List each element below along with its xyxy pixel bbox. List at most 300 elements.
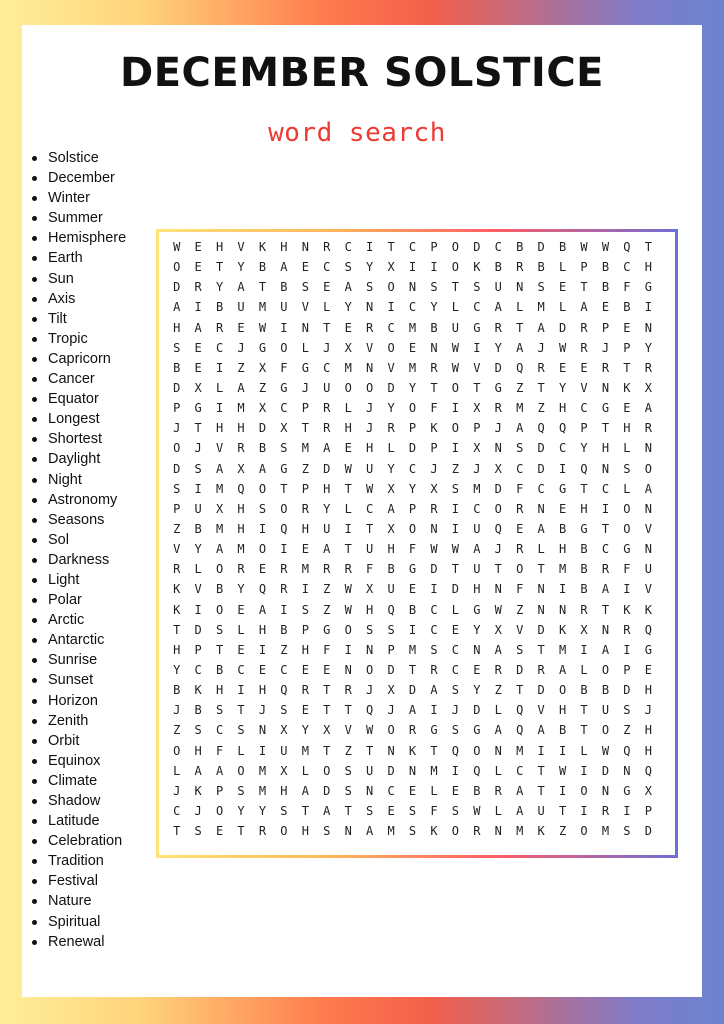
grid-letter: J — [601, 340, 610, 355]
grid-letter: H — [173, 320, 181, 335]
grid-letter: O — [473, 743, 481, 758]
grid-letter: G — [580, 521, 588, 536]
word-list-item — [30, 550, 126, 570]
word-label: Solstice — [48, 150, 99, 166]
grid-letter: M — [237, 401, 245, 416]
grid-letter: Y — [494, 340, 502, 355]
grid-letter: S — [623, 461, 631, 476]
grid-letter: Q — [644, 622, 652, 637]
word-list-item — [30, 771, 126, 791]
grid-letter: C — [323, 360, 331, 375]
grid-letter: D — [173, 461, 181, 476]
grid-letter: O — [173, 743, 181, 758]
grid-letter: N — [537, 602, 545, 617]
grid-letter: R — [580, 340, 588, 355]
grid-letter: C — [516, 461, 524, 476]
grid-letter: L — [387, 441, 395, 456]
grid-letter: I — [215, 360, 224, 375]
grid-letter: M — [516, 401, 524, 416]
grid-letter: Y — [387, 401, 395, 416]
grid-letter: J — [237, 340, 245, 355]
word-list-item — [30, 409, 126, 429]
grid-letter: B — [387, 562, 395, 577]
grid-letter: C — [387, 783, 395, 798]
grid-letter: O — [516, 562, 524, 577]
word-list-item — [30, 208, 126, 228]
grid-letter: X — [580, 622, 588, 637]
grid-letter: Q — [387, 602, 395, 617]
grid-letter: F — [516, 481, 524, 496]
grid-letter: C — [623, 260, 631, 275]
grid-letter: P — [580, 421, 588, 436]
grid-letter: Q — [494, 521, 502, 536]
word-list-item — [30, 610, 126, 630]
grid-letter: N — [344, 662, 352, 677]
grid-letter: E — [387, 803, 395, 818]
grid-letter: A — [537, 521, 545, 536]
grid-letter: T — [387, 240, 395, 254]
word-label: Arctic — [48, 612, 85, 629]
grid-letter: L — [558, 260, 567, 275]
grid-letter: T — [537, 642, 545, 657]
grid-letter: N — [473, 642, 481, 657]
grid-letter: H — [237, 421, 245, 436]
grid-letter: Z — [451, 461, 460, 476]
grid-letter: O — [451, 380, 460, 395]
grid-letter: R — [344, 562, 352, 577]
grid-letter: W — [366, 481, 374, 496]
grid-letter: P — [430, 441, 438, 456]
bullet-icon — [32, 638, 37, 643]
grid-letter: O — [258, 481, 267, 496]
grid-letter: L — [558, 300, 567, 315]
grid-letter: T — [580, 703, 588, 718]
bullet-icon — [32, 859, 37, 864]
grid-letter: C — [173, 803, 181, 818]
grid-letter: T — [516, 320, 524, 335]
grid-letter: Y — [323, 501, 331, 516]
grid-letter: L — [451, 602, 460, 617]
grid-letter: T — [323, 743, 331, 758]
grid-letter: M — [258, 783, 267, 798]
grid-letter: X — [258, 360, 267, 375]
grid-letter: R — [237, 562, 245, 577]
grid-letter: J — [194, 803, 202, 818]
grid-letter: O — [323, 763, 331, 778]
grid-letter: T — [558, 803, 567, 818]
grid-letter: B — [516, 240, 524, 254]
word-label: Polar — [48, 592, 82, 609]
bullet-icon — [32, 156, 37, 161]
grid-letter: J — [173, 703, 181, 718]
grid-letter: W — [451, 340, 460, 355]
grid-letter: V — [237, 240, 245, 254]
grid-letter: S — [280, 703, 288, 718]
grid-letter: C — [408, 300, 417, 315]
grid-letter: T — [601, 602, 610, 617]
grid-letter: J — [366, 401, 374, 416]
grid-letter: T — [580, 481, 588, 496]
grid-letter: E — [301, 542, 309, 557]
grid-letter: H — [258, 683, 267, 698]
grid-letter: M — [215, 521, 224, 536]
grid-letter: V — [215, 441, 224, 456]
bullet-icon — [32, 397, 37, 402]
grid-letter: Y — [366, 260, 374, 275]
grid-letter: R — [366, 320, 374, 335]
word-list-item — [30, 429, 126, 449]
grid-letter: A — [558, 662, 567, 677]
grid-letter: H — [258, 622, 267, 637]
grid-letter: L — [580, 743, 588, 758]
grid-letter: Y — [430, 300, 438, 315]
word-list-item — [30, 228, 126, 248]
grid-letter: I — [558, 743, 567, 758]
grid-letter: O — [173, 441, 181, 456]
grid-letter: F — [430, 803, 438, 818]
grid-letter: N — [601, 461, 610, 476]
grid-letter: T — [258, 280, 267, 295]
grid-letter: O — [580, 783, 588, 798]
grid-letter: E — [237, 602, 245, 617]
grid-letter: T — [580, 723, 588, 738]
grid-letter: I — [580, 763, 588, 778]
grid-letter: C — [366, 501, 374, 516]
grid-letter: L — [237, 743, 245, 758]
grid-letter: B — [215, 662, 224, 677]
grid-letter: O — [387, 340, 395, 355]
grid-letter: T — [237, 824, 245, 839]
grid-letter: J — [387, 703, 395, 718]
grid-letter: J — [173, 783, 181, 798]
grid-letter: E — [408, 783, 417, 798]
grid-letter: H — [301, 642, 309, 657]
grid-letter: X — [215, 501, 224, 516]
grid-letter: L — [494, 763, 502, 778]
grid-letter: M — [558, 562, 567, 577]
grid-letter: A — [366, 824, 374, 839]
grid-letter: O — [280, 824, 288, 839]
grid-letter: A — [516, 340, 524, 355]
word-list-item — [30, 590, 126, 610]
grid-letter: P — [580, 260, 588, 275]
grid-letter: J — [494, 421, 502, 436]
grid-letter: I — [580, 803, 588, 818]
grid-letter: D — [644, 824, 652, 839]
grid-letter: B — [430, 320, 438, 335]
grid-letter: A — [215, 461, 224, 476]
word-label: Axis — [48, 290, 76, 307]
grid-letter: V — [173, 542, 181, 557]
grid-letter: R — [494, 662, 502, 677]
grid-letter: O — [280, 501, 288, 516]
grid-letter: L — [237, 622, 245, 637]
grid-letter: U — [194, 501, 202, 516]
grid-letter: I — [237, 683, 245, 698]
grid-letter: R — [323, 421, 331, 436]
grid-letter: A — [173, 300, 181, 315]
grid-letter: B — [173, 360, 181, 375]
grid-letter: G — [280, 461, 288, 476]
grid-letter: M — [301, 441, 309, 456]
grid-letter: X — [280, 763, 288, 778]
grid-letter: T — [494, 562, 502, 577]
grid-letter: X — [494, 622, 502, 637]
grid-letter: M — [516, 824, 524, 839]
grid-letter: J — [644, 703, 652, 718]
grid-letter: S — [194, 723, 202, 738]
grid-letter: B — [280, 622, 288, 637]
grid-letter: U — [601, 703, 610, 718]
grid-letter: O — [215, 803, 224, 818]
grid-letter: P — [408, 501, 417, 516]
grid-letter: P — [430, 240, 438, 254]
bullet-icon — [32, 598, 37, 603]
grid-letter: R — [430, 501, 438, 516]
grid-letter: N — [408, 763, 417, 778]
word-list-item — [30, 691, 126, 711]
grid-letter: A — [344, 280, 352, 295]
grid-letter: I — [558, 783, 567, 798]
grid-letter: D — [173, 280, 181, 295]
grid-letter: P — [301, 481, 309, 496]
bullet-icon — [32, 879, 37, 884]
grid-letter: C — [237, 662, 245, 677]
word-label: Spiritual — [48, 913, 101, 930]
word-list-item — [30, 811, 126, 831]
bullet-icon — [32, 277, 37, 282]
grid-letter: T — [601, 521, 610, 536]
grid-letter: Q — [366, 703, 374, 718]
grid-letter: A — [387, 501, 395, 516]
grid-letter: A — [194, 763, 202, 778]
grid-letter: L — [173, 763, 181, 778]
grid-letter: P — [173, 501, 181, 516]
grid-letter: R — [194, 280, 202, 295]
grid-letter: V — [301, 300, 309, 315]
grid-letter: W — [258, 320, 267, 335]
grid-letter: U — [366, 542, 374, 557]
grid-letter: J — [366, 421, 374, 436]
grid-letter: H — [237, 501, 245, 516]
grid-letter: S — [237, 783, 245, 798]
word-list-item — [30, 851, 126, 871]
grid-letter: W — [344, 461, 352, 476]
grid-letter: I — [301, 582, 309, 597]
grid-letter: A — [494, 642, 502, 657]
grid-letter: J — [173, 421, 181, 436]
grid-letter: L — [215, 380, 224, 395]
word-list-item — [30, 510, 126, 530]
word-label: Winter — [48, 190, 90, 207]
grid-letter: R — [323, 240, 331, 254]
bullet-icon — [32, 417, 37, 422]
grid-letter: O — [451, 260, 460, 275]
grid-letter: L — [494, 703, 502, 718]
grid-letter: N — [387, 743, 395, 758]
word-label: Festival — [48, 873, 98, 890]
grid-letter: N — [537, 582, 545, 597]
grid-letter: T — [430, 380, 438, 395]
grid-letter: L — [516, 300, 524, 315]
grid-letter: F — [516, 582, 524, 597]
grid-letter: E — [580, 360, 588, 375]
grid-letter: H — [366, 602, 374, 617]
word-list-item — [30, 650, 126, 670]
word-label: Longest — [48, 411, 100, 428]
grid-letter: B — [494, 260, 502, 275]
grid-letter: X — [280, 723, 288, 738]
grid-letter: G — [644, 642, 652, 657]
grid-letter: D — [451, 582, 460, 597]
word-label: Darkness — [48, 551, 110, 568]
grid-letter: X — [644, 783, 652, 798]
grid-letter: E — [301, 662, 309, 677]
grid-letter: F — [215, 743, 224, 758]
word-list-item — [30, 369, 126, 389]
grid-letter: I — [623, 642, 631, 657]
grid-letter: S — [173, 481, 181, 496]
grid-letter: Q — [516, 360, 524, 375]
bullet-icon — [32, 578, 37, 583]
grid-letter: R — [387, 421, 395, 436]
grid-letter: G — [473, 723, 481, 738]
grid-letter: G — [473, 602, 481, 617]
grid-letter: S — [194, 461, 202, 476]
grid-letter: E — [258, 662, 267, 677]
grid-letter: Y — [473, 622, 481, 637]
grid-letter: C — [601, 542, 610, 557]
grid-letter: D — [323, 783, 331, 798]
grid-letter: R — [237, 441, 245, 456]
word-label: Daylight — [48, 451, 101, 468]
puzzle-area — [159, 232, 675, 855]
grid-letter: D — [173, 380, 181, 395]
grid-letter: F — [323, 642, 331, 657]
grid-letter: F — [623, 562, 631, 577]
grid-letter: T — [323, 320, 331, 335]
grid-letter: S — [516, 441, 524, 456]
grid-letter: S — [451, 723, 460, 738]
grid-letter: Q — [623, 240, 631, 254]
grid-letter: E — [558, 360, 567, 375]
grid-letter: S — [387, 622, 395, 637]
grid-letter: I — [451, 501, 460, 516]
grid-letter: Y — [237, 260, 245, 275]
bullet-icon — [32, 920, 37, 925]
grid-letter: D — [494, 360, 502, 375]
grid-letter: N — [601, 380, 610, 395]
grid-letter: B — [408, 602, 417, 617]
grid-letter: K — [623, 380, 631, 395]
grid-letter: G — [601, 401, 610, 416]
grid-letter: E — [323, 662, 331, 677]
grid-letter: Y — [644, 340, 652, 355]
grid-letter: D — [494, 481, 502, 496]
grid-letter: Y — [408, 380, 417, 395]
grid-letter: B — [280, 280, 288, 295]
grid-letter: D — [194, 622, 202, 637]
bullet-icon — [32, 236, 37, 241]
grid-letter: A — [237, 280, 245, 295]
grid-letter: P — [408, 421, 417, 436]
grid-letter: A — [537, 723, 545, 738]
grid-letter: Z — [173, 723, 181, 738]
grid-letter: Q — [280, 683, 288, 698]
grid-letter: L — [580, 662, 588, 677]
grid-letter: E — [344, 441, 352, 456]
grid-letter: R — [623, 622, 631, 637]
grid-letter: B — [580, 582, 588, 597]
grid-letter: G — [623, 783, 631, 798]
grid-letter: B — [558, 240, 567, 254]
grid-letter: E — [194, 260, 202, 275]
grid-letter: D — [387, 662, 395, 677]
bullet-icon — [32, 317, 37, 322]
grid-letter: S — [194, 824, 202, 839]
grid-letter: N — [258, 723, 267, 738]
grid-letter: I — [194, 602, 202, 617]
grid-letter: N — [301, 320, 309, 335]
bullet-icon — [32, 457, 37, 462]
grid-letter: D — [537, 683, 545, 698]
grid-letter: J — [301, 380, 309, 395]
grid-letter: Z — [301, 461, 309, 476]
grid-letter: G — [323, 622, 331, 637]
bullet-icon — [32, 940, 37, 945]
grid-letter: K — [430, 824, 438, 839]
grid-letter: R — [408, 723, 417, 738]
grid-letter: C — [601, 481, 610, 496]
word-list-item — [30, 389, 126, 409]
grid-letter: T — [408, 662, 417, 677]
word-label: Orbit — [48, 732, 80, 749]
grid-letter: I — [408, 622, 417, 637]
grid-letter: Z — [558, 824, 567, 839]
grid-letter: S — [215, 703, 224, 718]
grid-letter: U — [366, 763, 374, 778]
word-list-item — [30, 831, 126, 851]
grid-letter: S — [537, 280, 545, 295]
grid-letter: Y — [387, 461, 395, 476]
grid-letter: K — [173, 582, 181, 597]
grid-letter: N — [516, 280, 524, 295]
grid-letter: I — [194, 300, 202, 315]
grid-letter: N — [494, 582, 502, 597]
grid-letter: J — [430, 461, 438, 476]
grid-letter: O — [601, 662, 610, 677]
grid-letter: N — [494, 743, 502, 758]
grid-letter: Y — [408, 481, 417, 496]
grid-letter: A — [215, 763, 224, 778]
grid-letter: B — [580, 542, 588, 557]
grid-letter: B — [473, 783, 481, 798]
grid-letter: G — [408, 562, 417, 577]
grid-letter: V — [387, 360, 395, 375]
grid-letter: N — [366, 300, 374, 315]
grid-letter: H — [580, 501, 588, 516]
bullet-icon — [32, 558, 37, 563]
grid-letter: N — [366, 642, 374, 657]
grid-letter: Z — [516, 380, 524, 395]
grid-letter: S — [516, 642, 524, 657]
grid-letter: D — [408, 683, 417, 698]
grid-letter: T — [323, 683, 331, 698]
grid-letter: F — [430, 401, 438, 416]
grid-letter: B — [580, 562, 588, 577]
grid-letter: E — [344, 320, 352, 335]
grid-letter: O — [451, 240, 460, 254]
